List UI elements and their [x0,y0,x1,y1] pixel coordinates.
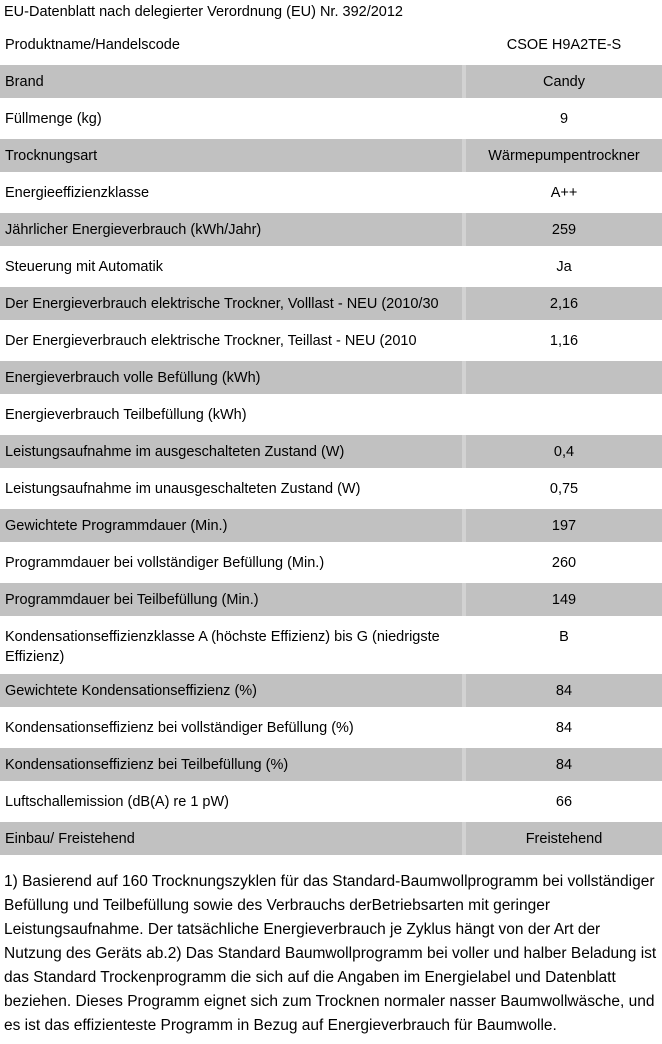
table-row [0,100,662,137]
row-value: 197 [466,509,662,542]
row-label: Energieeffizienzklasse [5,185,150,201]
row-value: 84 [555,720,573,736]
table-row [0,26,662,63]
table-row [0,709,662,746]
row-value: 9 [559,111,569,127]
table-row [0,618,662,672]
row-value: 149 [466,583,662,616]
table-row [0,174,662,211]
table-row [0,396,662,433]
row-value: B [559,629,569,645]
row-value: 66 [555,794,573,810]
table-row [0,137,662,174]
row-label: Energieverbrauch volle Befüllung (kWh) [0,361,462,394]
table-row [0,470,662,507]
row-value: 84 [466,748,662,781]
row-value: CSOE H9A2TE-S [506,37,622,53]
table-row [0,581,662,618]
table-row [0,783,662,820]
row-value: 0,75 [549,481,579,497]
row-value [466,398,662,431]
row-label: Leistungsaufnahme im unausgeschalteten Zustand (W) [5,481,361,497]
row-label: Einbau/ Freistehend [0,822,462,855]
row-value: Wärmepumpentrockner [466,139,662,172]
table-row [0,285,662,322]
row-value: 2,16 [466,287,662,320]
row-label: Der Energieverbrauch elektrische Trockner, Teillast - NEU (2010 [5,333,417,349]
table-row [0,544,662,581]
page-title: EU-Datenblatt nach delegierter Verordnung (EU) Nr. 392/2012 [4,4,403,20]
row-value: 84 [466,674,662,707]
row-label: Energieverbrauch Teilbefüllung (kWh) [5,407,247,423]
row-label: Leistungsaufnahme im ausgeschalteten Zustand (W) [0,435,462,468]
row-label: Programmdauer bei vollständiger Befüllung (Min.) [5,555,325,571]
row-value: A++ [550,185,578,201]
table-row [0,248,662,285]
spec-table [0,26,662,857]
row-value [466,361,662,394]
row-label: Programmdauer bei Teilbefüllung (Min.) [0,583,462,616]
row-label: Produktname/Handelscode [5,37,180,53]
row-label: Füllmenge (kg) [5,111,102,127]
row-label: Kondensationseffizienzklasse A (höchste Effizienz) bis G (niedrigste Effizienz) [5,629,440,665]
row-value: 0,4 [466,435,662,468]
row-label: Steuerung mit Automatik [5,259,163,275]
table-row [0,433,662,470]
row-value: Freistehend [466,822,662,855]
row-value: Candy [466,65,662,98]
row-value: Ja [556,259,572,275]
row-label: Kondensationseffizienz bei vollständiger Befüllung (%) [5,720,354,736]
row-label: Kondensationseffizienz bei Teilbefüllung (%) [0,748,462,781]
table-row [0,507,662,544]
row-label: Gewichtete Programmdauer (Min.) [0,509,462,542]
footnote-text: 1) Basierend auf 160 Trocknungszyklen für das Standard-Baumwollprogramm bei vollständiger Befüllung und Teilbefüllung sowie des Verbrauchs derBetriebsarten mit geringer Leistungsaufnahme. Der tatsächliche Energieverbrauch je Zyklus hängt von der Art der Nutzung des Geräts ab.2) Das Standard Baumwollprogramm bei voller und halber Beladung ist das Standard Trockenprogramm die sich auf die Angaben im Energielabel und Datenblatt beziehen. Dieses Programm eignet sich zum Trocknen normaler nasser Baumwollwäsche, und es ist das effizienteste Programm in Bezug auf Energieverbrauch für Baumwolle. [4,873,657,1034]
table-row [0,359,662,396]
row-label: Der Energieverbrauch elektrische Trockner, Volllast - NEU (2010/30 [0,287,462,320]
table-row [0,322,662,359]
row-value: 259 [466,213,662,246]
row-label: Jährlicher Energieverbrauch (kWh/Jahr) [0,213,462,246]
row-value: 260 [551,555,577,571]
table-row [0,672,662,709]
row-label: Gewichtete Kondensationseffizienz (%) [0,674,462,707]
table-row [0,211,662,248]
table-row [0,746,662,783]
row-label: Trocknungsart [0,139,462,172]
row-label: Luftschallemission (dB(A) re 1 pW) [5,794,230,810]
row-value: 1,16 [549,333,579,349]
row-label: Brand [0,65,462,98]
table-row [0,820,662,857]
table-row [0,63,662,100]
